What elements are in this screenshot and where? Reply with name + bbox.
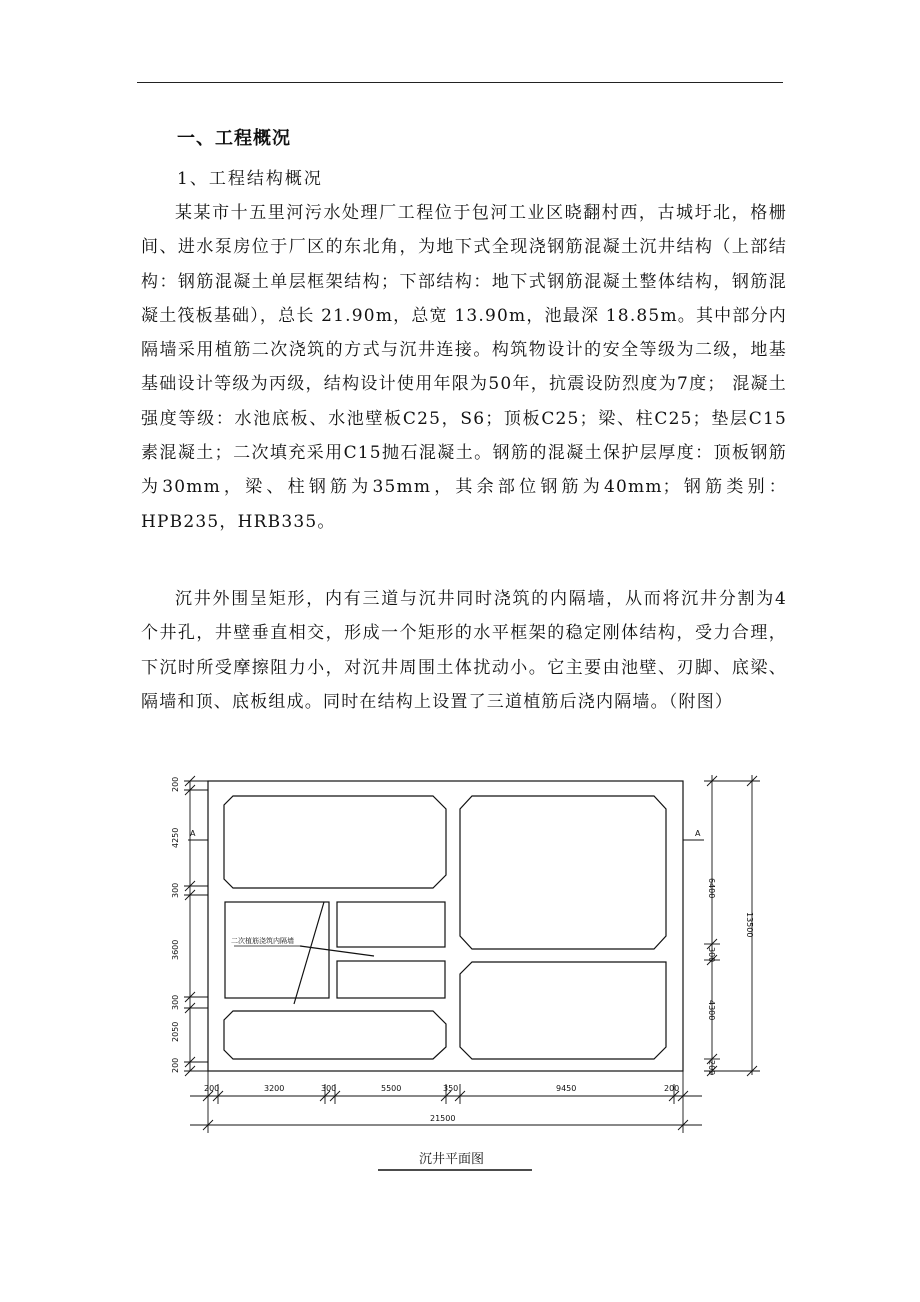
right-dim-0: 6400 [707, 878, 716, 899]
bottom-dim-3: 5500 [381, 1084, 402, 1093]
chamber-bottom-right [460, 962, 666, 1059]
bottom-dim-2: 300 [321, 1084, 337, 1093]
chamber-top-right [460, 796, 666, 949]
left-dim-ticks [184, 776, 208, 1076]
left-dim-2: 300 [171, 882, 180, 898]
drawing-caption: 沉井平面图 [419, 1152, 485, 1167]
right-dim-3: 200 [707, 1060, 716, 1076]
section-title: 一、工程概况 [177, 128, 291, 149]
left-dim-6: 200 [171, 1057, 180, 1073]
bottom-dim-6: 200 [664, 1084, 680, 1093]
paragraph-2: 沉井外围呈矩形，内有三道与沉井同时浇筑的内隔墙，从而将沉井分割为4个井孔，井壁垂直相交，形成一个矩形的水平框架的稳定刚体结构，受力合理，下沉时所受摩擦阻力小，对沉井周围土体扰动小。它主要由池壁、刃脚、底梁、隔墙和顶、底板组成。同时在结构上设置了三道植筋后浇内隔墙。（附图） [141, 589, 787, 712]
bottom-dim-1: 3200 [264, 1084, 285, 1093]
section-mark-left: A [190, 829, 196, 838]
left-dim-5: 2050 [171, 1021, 180, 1042]
chamber-bottom-left [224, 1011, 446, 1059]
right-dim-2: 4300 [707, 1000, 716, 1021]
chamber-middle-lower [337, 961, 445, 998]
right-dim-1: 300 [707, 947, 716, 963]
bottom-dim-4: 350 [443, 1084, 459, 1093]
bottom-total-dim: 21500 [430, 1114, 456, 1123]
bottom-dim-ticks [203, 1071, 688, 1133]
paragraph-1: 某某市十五里河污水处理厂工程位于包河工业区晓翻村西，古城圩北，格栅间、进水泵房位于厂区的东北角，为地下式全现浇钢筋混凝土沉井结构（上部结构：钢筋混凝土单层框架结构；下部结构：地下式钢筋混凝土整体结构，钢筋混凝土筏板基础），总长 21.90m，总宽 13.90m，池最深 18.85m。其中部分内隔墙采用植筋二次浇筑的方式与沉井连接。构筑物设计的安全等级为二级，地基基础设计等级为丙级，结构设计使用年限为50年，抗震设防烈度为7度； 混凝土强度等级：水池底板、水池壁板C25，S6；顶板C25；梁、柱C25；垫层C15素混凝土；二次填充采用C15抛石混凝土。钢筋的混凝土保护层厚度：顶板钢筋为30mm，梁、柱钢筋为35mm，其余部位钢筋为40mm；钢筋类别：HPB235，HRB335。 [141, 203, 787, 532]
chamber-top-left [224, 796, 446, 888]
chamber-middle-upper [337, 902, 445, 947]
right-total-dim: 13500 [745, 912, 754, 938]
subsection-title: 1、工程结构概况 [177, 169, 323, 189]
leader-line-1 [294, 902, 324, 1004]
left-dim-0: 200 [171, 776, 180, 792]
left-dim-3: 3600 [171, 939, 180, 960]
inner-wall-annotation: 二次植筋浇筑内隔墙 [231, 937, 294, 945]
left-dim-1: 4250 [171, 827, 180, 848]
bottom-dim-5: 9450 [556, 1084, 577, 1093]
left-dim-4: 300 [171, 994, 180, 1010]
section-mark-right: A [695, 829, 701, 838]
chamber-middle-left [225, 902, 329, 998]
bottom-dim-0: 200 [204, 1084, 220, 1093]
